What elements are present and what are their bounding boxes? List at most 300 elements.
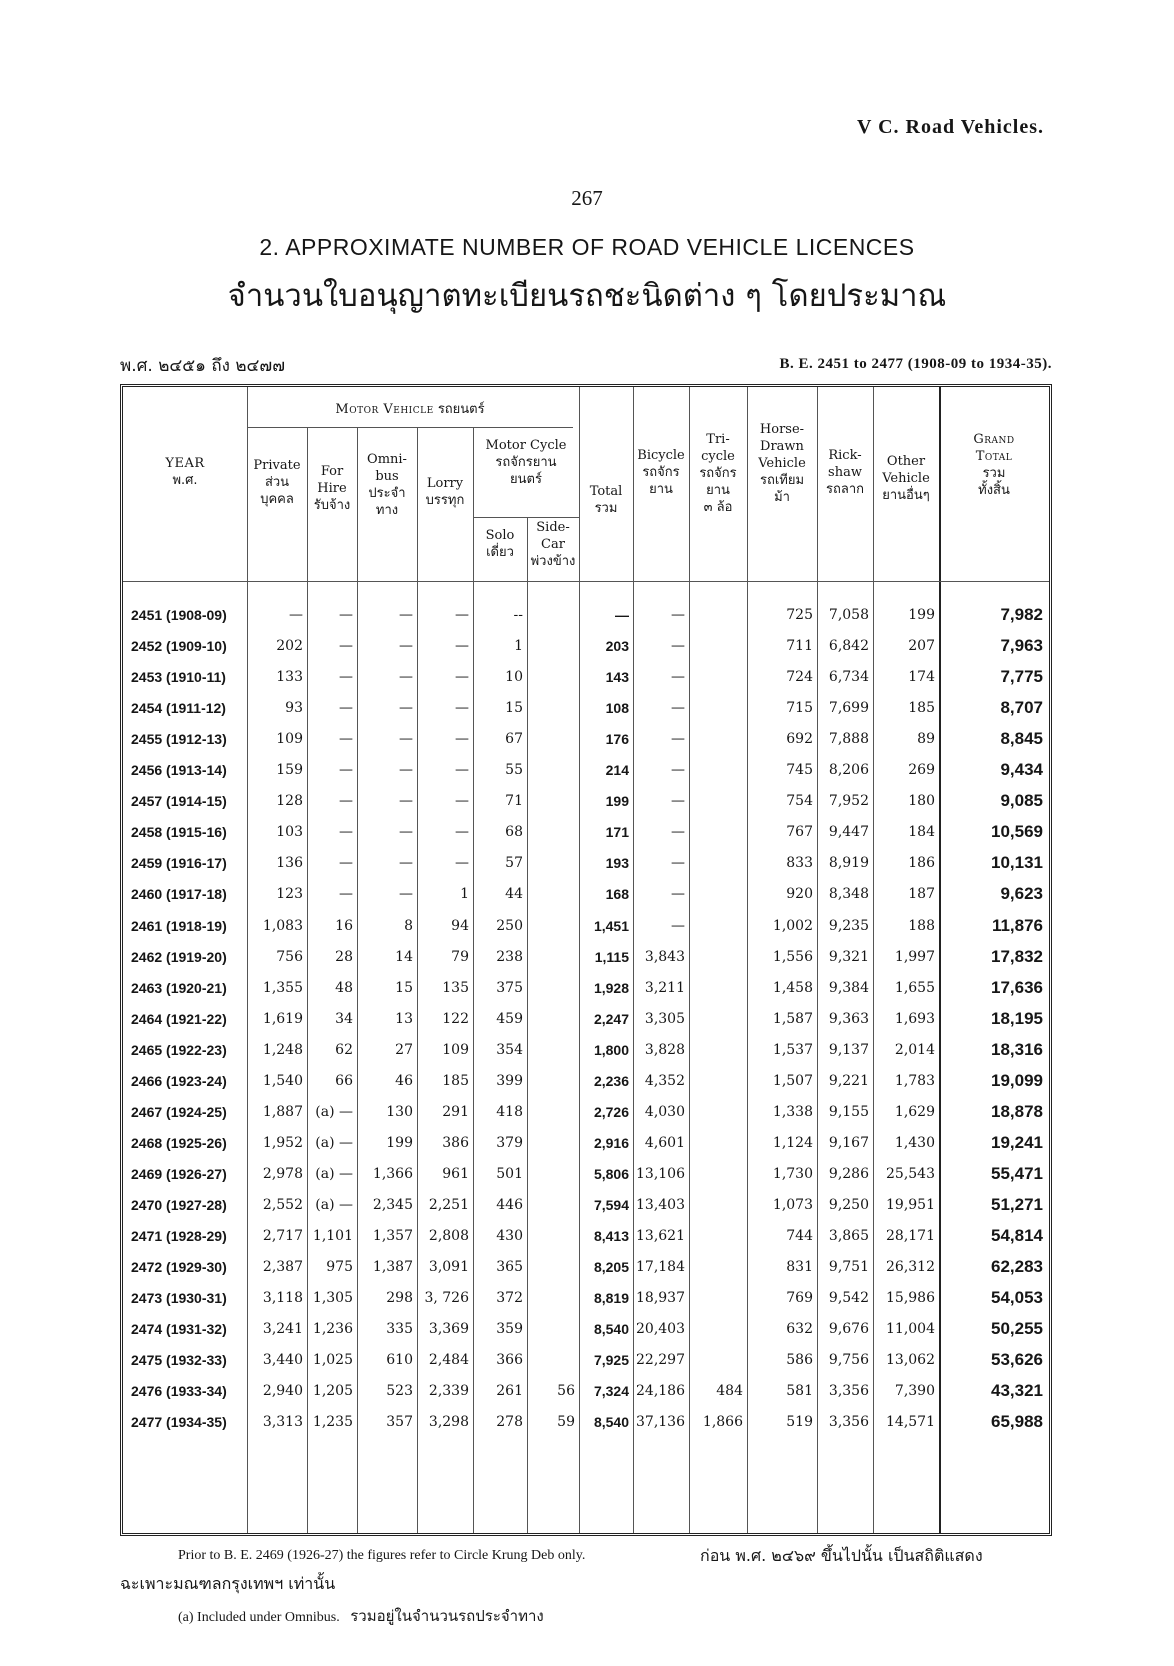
footnote-a-thai: รวมอยู่ในจำนวนรถประจำทาง	[350, 1607, 544, 1625]
sidecar-cell	[527, 1220, 575, 1252]
rickshaw-cell: 9,286	[828, 1165, 869, 1182]
motorcycle-header	[473, 437, 579, 488]
lorry-cell: —	[455, 638, 469, 655]
year-cell: 2471 (1928-29)	[131, 1228, 227, 1244]
lorry-cell: 185	[442, 1072, 469, 1089]
bicycle-cell: 4,601	[644, 1134, 685, 1151]
sidecar-cell: 56	[557, 1383, 575, 1400]
solo-cell: 1	[514, 638, 523, 655]
omnibus-cell: —	[399, 762, 413, 779]
tricycle-cell	[689, 1189, 743, 1221]
omnibus-header-en: bus	[375, 469, 399, 484]
year-cell: 2453 (1910-11)	[131, 669, 226, 686]
table-row	[123, 599, 1055, 631]
total-cell: 176	[605, 731, 629, 748]
bicycle-cell: 13,106	[636, 1165, 685, 1182]
tricycle-cell: 1,866	[702, 1414, 743, 1431]
bicycle-header-en: Bicycle	[637, 448, 685, 463]
other-cell: 15,986	[886, 1290, 935, 1307]
hire-cell: —	[339, 886, 353, 903]
lorry-cell: 2,808	[428, 1228, 469, 1244]
horse-drawn-header-th: ม้า	[774, 490, 790, 505]
tricycle-cell	[689, 1096, 743, 1128]
solo-cell: 250	[496, 917, 523, 934]
private-header-th: ส่วน	[264, 475, 290, 490]
horse-cell: 724	[786, 669, 813, 686]
period-english: B. E. 2451 to 2477 (1908-09 to 1934-35).	[779, 356, 1052, 372]
other-cell: 2,014	[894, 1041, 935, 1058]
other-cell: 89	[917, 731, 935, 748]
year-cell: 2457 (1914-15)	[131, 793, 227, 810]
omnibus-cell: —	[399, 855, 413, 872]
other-vehicle-header	[873, 453, 939, 504]
omnibus-cell: 523	[386, 1383, 413, 1400]
omnibus-cell: —	[399, 731, 413, 748]
omnibus-cell: 46	[395, 1072, 413, 1089]
private-cell: 128	[276, 793, 303, 810]
footnote-circle-thai: ก่อน พ.ศ. ๒๔๖๙ ขึ้นไปนั้น เป็นสถิติแสดง	[700, 1546, 983, 1565]
private-cell: 123	[276, 886, 303, 903]
hire-cell: 16	[335, 917, 353, 934]
table-row	[123, 847, 1055, 879]
table-row	[123, 941, 1055, 973]
horse-cell: 1,730	[772, 1165, 813, 1182]
tricycle-cell	[689, 1251, 743, 1283]
private-cell: —	[289, 607, 303, 623]
grand-cell: 43,321	[991, 1381, 1043, 1401]
horse-cell: 1,124	[772, 1134, 813, 1151]
bicycle-cell: —	[671, 669, 685, 686]
tricycle-cell	[689, 816, 743, 848]
other-cell: 11,004	[886, 1321, 935, 1338]
rickshaw-cell: 7,888	[828, 731, 869, 748]
sidecar-cell	[527, 630, 575, 662]
omnibus-header	[357, 451, 417, 519]
solo-header	[473, 527, 527, 561]
rickshaw-cell: 7,058	[828, 607, 869, 623]
lorry-cell: 386	[442, 1134, 469, 1151]
grand-cell: 10,131	[991, 853, 1043, 873]
tricycle-cell	[689, 754, 743, 786]
lorry-cell: —	[455, 793, 469, 810]
grand-cell: 18,878	[991, 1101, 1043, 1121]
private-cell: 93	[285, 700, 303, 717]
total-cell: 8,205	[593, 1259, 629, 1276]
solo-cell: 372	[496, 1290, 523, 1307]
page-number: 267	[571, 186, 603, 210]
table-row	[123, 1158, 1055, 1190]
solo-cell: 365	[496, 1259, 523, 1276]
total-cell: 171	[605, 824, 629, 841]
private-cell: 202	[276, 638, 303, 655]
solo-cell: 15	[505, 700, 523, 717]
total-cell: 108	[605, 700, 629, 717]
motor-vehicle-header	[247, 401, 573, 418]
year-cell: 2468 (1925-26)	[131, 1134, 227, 1151]
table-row	[123, 910, 1055, 942]
sidecar-cell	[527, 910, 575, 942]
hire-cell: 34	[335, 1010, 353, 1027]
horse-cell: 586	[786, 1352, 813, 1369]
year-cell: 2461 (1918-19)	[131, 917, 227, 934]
private-header-en: Private	[253, 458, 301, 473]
tricycle-cell	[689, 941, 743, 973]
total-cell: 8,413	[593, 1228, 629, 1244]
rickshaw-header-en: shaw	[828, 465, 862, 480]
other-cell: 19,951	[886, 1196, 935, 1213]
rickshaw-header	[817, 447, 873, 498]
omnibus-cell: 130	[386, 1103, 413, 1120]
horse-cell: 1,507	[772, 1072, 813, 1089]
sidecar-cell	[527, 754, 575, 786]
table-row	[123, 1127, 1055, 1159]
solo-header-en: Solo	[485, 528, 515, 543]
sidecar-cell	[527, 972, 575, 1004]
rickshaw-cell: 7,952	[828, 793, 869, 810]
horse-cell: 715	[786, 700, 813, 717]
solo-cell: 44	[505, 886, 523, 903]
table-row	[123, 816, 1055, 848]
tricycle-cell	[689, 723, 743, 755]
total-header-th: รวม	[594, 501, 618, 516]
horse-cell: 725	[786, 607, 813, 623]
total-cell: 2,236	[593, 1072, 629, 1089]
horse-cell: 519	[786, 1414, 813, 1431]
year-cell: 2460 (1917-18)	[131, 886, 227, 903]
hire-cell: (a) —	[315, 1165, 353, 1182]
bicycle-cell: —	[671, 700, 685, 717]
private-cell: 1,952	[262, 1134, 303, 1151]
total-cell: 8,540	[593, 1414, 629, 1431]
rickshaw-cell: 9,250	[828, 1196, 869, 1213]
year-cell: 2466 (1923-24)	[131, 1072, 227, 1089]
omnibus-header-th: ทาง	[375, 503, 399, 518]
year-header-th: พ.ศ.	[172, 473, 198, 488]
solo-cell: 261	[496, 1383, 523, 1400]
table-row	[123, 630, 1055, 662]
omnibus-header-en: Omni-	[367, 452, 407, 467]
other-cell: 207	[908, 638, 935, 655]
footnote-a-en: (a) Included under Omnibus.	[178, 1610, 340, 1625]
other-cell: 14,571	[886, 1414, 935, 1431]
hire-cell: —	[339, 638, 353, 655]
hire-cell: (a) —	[315, 1134, 353, 1151]
rickshaw-header-th: รถลาก	[826, 482, 864, 497]
horse-cell: 920	[786, 886, 813, 903]
grand-cell: 19,241	[991, 1132, 1043, 1152]
private-cell: 3,313	[262, 1414, 303, 1431]
bicycle-cell: —	[671, 824, 685, 841]
lorry-cell: 2,251	[428, 1196, 469, 1213]
private-cell: 2,387	[262, 1259, 303, 1276]
motorcycle-header-th: รถจักรยาน	[495, 455, 557, 470]
sidecar-cell	[527, 1158, 575, 1190]
tricycle-header	[689, 431, 747, 516]
rickshaw-header-en: Rick-	[828, 448, 862, 463]
grand-total-header-en: Grand	[973, 432, 1015, 447]
tricycle-cell	[689, 878, 743, 910]
table-row	[123, 972, 1055, 1004]
table-row	[123, 1251, 1055, 1283]
year-cell: 2476 (1933-34)	[131, 1383, 227, 1400]
rickshaw-cell: 7,699	[828, 700, 869, 717]
grand-cell: 53,626	[991, 1350, 1043, 1370]
private-cell: 756	[276, 948, 303, 965]
lorry-cell: 3,091	[428, 1259, 469, 1276]
year-header	[123, 455, 247, 489]
year-cell: 2474 (1931-32)	[131, 1321, 227, 1338]
tricycle-cell	[689, 847, 743, 879]
other-cell: 1,655	[894, 979, 935, 996]
year-cell: 2456 (1913-14)	[131, 762, 227, 779]
sidecar-cell	[527, 599, 575, 631]
bicycle-cell: 17,184	[636, 1259, 685, 1276]
lorry-cell: 3,298	[428, 1414, 469, 1431]
solo-cell: 68	[505, 824, 523, 841]
tricycle-cell	[689, 1313, 743, 1345]
solo-cell: 459	[496, 1010, 523, 1027]
bicycle-cell: 4,352	[644, 1072, 685, 1089]
year-cell: 2477 (1934-35)	[131, 1414, 227, 1431]
rickshaw-cell: 9,363	[828, 1010, 869, 1027]
other-cell: 25,543	[886, 1165, 935, 1182]
lorry-cell: 94	[451, 917, 469, 934]
bicycle-cell: 37,136	[636, 1414, 685, 1431]
horse-cell: 769	[786, 1290, 813, 1307]
other-cell: 13,062	[886, 1352, 935, 1369]
tricycle-header-th: รถจักร	[699, 466, 737, 481]
horse-drawn-header	[747, 421, 817, 506]
table-row	[123, 1282, 1055, 1314]
other-cell: 26,312	[886, 1259, 935, 1276]
hire-cell: 1,205	[312, 1383, 353, 1400]
period-thai: พ.ศ. ๒๔๕๑ ถึง ๒๔๗๗	[120, 356, 285, 376]
horse-cell: 1,458	[772, 979, 813, 996]
hire-cell: —	[339, 731, 353, 748]
page-title: 2. APPROXIMATE NUMBER OF ROAD VEHICLE LICENCES	[259, 234, 915, 260]
horse-cell: 692	[786, 731, 813, 748]
table-row	[123, 754, 1055, 786]
other-vehicle-header-en: Other	[886, 454, 926, 469]
solo-cell: 10	[505, 669, 523, 686]
other-cell: 1,783	[894, 1072, 935, 1089]
year-cell: 2463 (1920-21)	[131, 979, 227, 996]
year-cell: 2467 (1924-25)	[131, 1103, 227, 1120]
grand-total-header-th: ทั้งสิ้น	[978, 483, 1010, 498]
lorry-cell: 122	[442, 1010, 469, 1027]
other-cell: 7,390	[894, 1383, 935, 1400]
solo-cell: 379	[496, 1134, 523, 1151]
hire-cell: (a) —	[315, 1103, 353, 1120]
solo-cell: 359	[496, 1321, 523, 1338]
motor-vehicle-header-en: Motor Vehicle	[335, 402, 434, 417]
total-cell: 2,247	[593, 1010, 629, 1027]
other-cell: 186	[908, 855, 935, 872]
rickshaw-cell: 9,235	[828, 917, 869, 934]
tricycle-cell	[689, 1034, 743, 1066]
omnibus-cell: 2,345	[372, 1196, 413, 1213]
lorry-cell: 109	[442, 1041, 469, 1058]
grand-cell: 55,471	[991, 1163, 1043, 1183]
solo-cell: 55	[505, 762, 523, 779]
solo-cell: 354	[496, 1041, 523, 1058]
hire-header-th: รับจ้าง	[313, 498, 351, 513]
horse-cell: 767	[786, 824, 813, 841]
omnibus-cell: 199	[386, 1134, 413, 1151]
other-cell: 1,430	[894, 1134, 935, 1151]
table-row	[123, 1313, 1055, 1345]
bicycle-cell: 24,186	[636, 1383, 685, 1400]
other-cell: 184	[908, 824, 935, 841]
horse-cell: 1,002	[772, 917, 813, 934]
solo-cell: 418	[496, 1103, 523, 1120]
year-cell: 2454 (1911-12)	[131, 700, 226, 717]
year-cell: 2464 (1921-22)	[131, 1010, 227, 1027]
horse-drawn-header-en: Horse-	[759, 422, 805, 437]
sidecar-header-en: Side-	[536, 520, 570, 535]
total-cell: 203	[605, 638, 629, 655]
hire-cell: 975	[326, 1259, 353, 1276]
total-cell: 168	[605, 886, 629, 903]
tricycle-cell	[689, 1127, 743, 1159]
solo-cell: 501	[496, 1165, 523, 1182]
total-cell: 8,819	[593, 1290, 629, 1307]
omnibus-cell: 13	[395, 1010, 413, 1027]
lorry-cell: —	[455, 731, 469, 748]
private-header-th: บุคคล	[260, 492, 294, 507]
total-header-en: Total	[589, 484, 623, 499]
rickshaw-cell: 8,348	[828, 886, 869, 903]
lorry-cell: —	[455, 762, 469, 779]
tricycle-cell	[689, 1158, 743, 1190]
omnibus-cell: —	[399, 824, 413, 841]
private-cell: 2,717	[262, 1228, 303, 1244]
private-cell: 2,552	[262, 1196, 303, 1213]
private-cell: 133	[276, 669, 303, 686]
table-row	[123, 692, 1055, 724]
tricycle-header-en: Tri-	[706, 432, 730, 447]
year-cell: 2462 (1919-20)	[131, 948, 227, 965]
lorry-cell: 2,339	[428, 1383, 469, 1400]
horse-cell: 1,537	[772, 1041, 813, 1058]
lorry-cell: 291	[442, 1103, 469, 1120]
total-cell: 199	[605, 793, 629, 810]
year-cell: 2465 (1922-23)	[131, 1041, 227, 1058]
rickshaw-cell: 9,221	[828, 1072, 869, 1089]
lorry-cell: —	[455, 700, 469, 717]
solo-cell: 399	[496, 1072, 523, 1089]
omnibus-cell: —	[399, 700, 413, 717]
other-cell: 187	[908, 886, 935, 903]
grand-total-header-th: รวม	[982, 466, 1006, 481]
tricycle-header-th: ยาน	[706, 483, 730, 498]
private-cell: 136	[276, 855, 303, 872]
table-row	[123, 723, 1055, 755]
grand-cell: 17,832	[991, 946, 1043, 966]
private-cell: 1,248	[262, 1041, 303, 1058]
bicycle-cell: 13,621	[636, 1228, 685, 1244]
omnibus-cell: 1,387	[372, 1259, 413, 1276]
private-header	[247, 457, 307, 508]
hire-cell: 28	[335, 948, 353, 965]
hire-cell: 1,101	[312, 1228, 353, 1244]
bicycle-cell: 13,403	[636, 1196, 685, 1213]
solo-cell: 71	[505, 793, 523, 810]
private-cell: 3,241	[262, 1321, 303, 1338]
horse-drawn-header-en: Vehicle	[758, 456, 806, 471]
grand-cell: 50,255	[991, 1319, 1043, 1339]
grand-total-header-en: Total	[975, 449, 1013, 464]
bicycle-cell: —	[671, 607, 685, 623]
omnibus-cell: 335	[386, 1321, 413, 1338]
sidecar-cell	[527, 816, 575, 848]
hire-cell: (a) —	[315, 1196, 353, 1213]
hire-cell: 62	[335, 1041, 353, 1058]
lorry-cell: —	[455, 607, 469, 623]
rickshaw-cell: 8,206	[828, 762, 869, 779]
grand-cell: 19,099	[991, 1070, 1043, 1090]
lorry-cell: —	[455, 669, 469, 686]
omnibus-cell: —	[399, 793, 413, 810]
total-cell: 1,800	[593, 1041, 629, 1058]
grand-cell: 18,195	[991, 1008, 1043, 1028]
hire-header	[307, 463, 357, 514]
total-cell: 193	[605, 855, 629, 872]
bicycle-cell: —	[671, 638, 685, 655]
hire-cell: —	[339, 855, 353, 872]
hire-cell: 1,025	[312, 1352, 353, 1369]
horse-cell: 1,587	[772, 1010, 813, 1027]
omnibus-cell: 610	[386, 1352, 413, 1369]
lorry-cell: 79	[451, 948, 469, 965]
private-cell: 1,540	[262, 1072, 303, 1089]
rickshaw-cell: 9,384	[828, 979, 869, 996]
tricycle-cell	[689, 1065, 743, 1097]
sidecar-header	[527, 519, 579, 570]
total-cell: 143	[605, 669, 629, 686]
total-cell: 1,928	[593, 979, 629, 996]
solo-cell: --	[513, 607, 523, 623]
total-cell: 2,726	[593, 1103, 629, 1120]
year-cell: 2475 (1932-33)	[131, 1352, 227, 1369]
sidecar-cell	[527, 1251, 575, 1283]
tricycle-header-en: cycle	[701, 449, 735, 464]
grand-cell: 17,636	[991, 977, 1043, 997]
hire-header-en: Hire	[317, 481, 347, 496]
sidecar-cell	[527, 1313, 575, 1345]
hire-cell: 1,235	[312, 1414, 353, 1431]
sidecar-cell	[527, 692, 575, 724]
vehicle-licence-table	[120, 384, 1052, 1536]
sidecar-cell	[527, 941, 575, 973]
solo-cell: 375	[496, 979, 523, 996]
private-cell: 1,887	[262, 1103, 303, 1120]
hire-cell: —	[339, 669, 353, 686]
total-cell: 7,324	[593, 1383, 629, 1400]
private-cell: 109	[276, 731, 303, 748]
horse-cell: 754	[786, 793, 813, 810]
rickshaw-cell: 9,447	[828, 824, 869, 841]
lorry-header-th: บรรทุก	[425, 493, 465, 508]
table-row	[123, 878, 1055, 910]
rickshaw-cell: 9,155	[828, 1103, 869, 1120]
year-cell: 2452 (1909-10)	[131, 638, 227, 655]
grand-cell: 8,845	[1000, 729, 1043, 749]
bicycle-cell: —	[671, 917, 685, 934]
grand-cell: 10,569	[991, 822, 1043, 842]
horse-cell: 581	[786, 1383, 813, 1400]
tricycle-cell	[689, 785, 743, 817]
